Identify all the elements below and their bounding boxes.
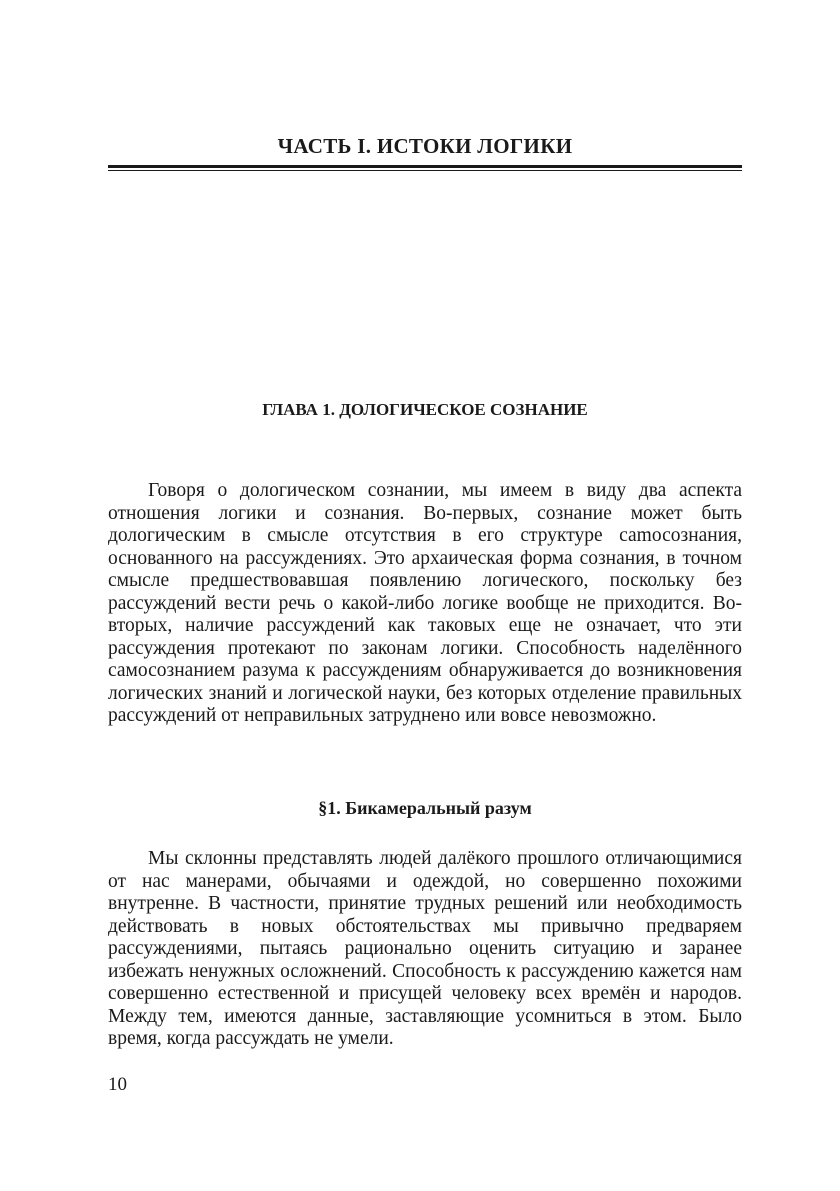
chapter-title: ГЛАВА 1. ДОЛОГИЧЕСКОЕ СОЗНАНИЕ xyxy=(262,400,588,419)
title-rule-thick xyxy=(108,165,742,168)
section-title: §1. Бикамеральный разум xyxy=(318,798,532,818)
body-paragraph: Мы склонны представлять людей далёкого прошлого отличающимися от нас манерами, обычаями и одеждой, но совершенно похожими внутренне. В частности, принятие трудных решений или необходимость действовать в новых обстоятельствах мы привычно предваряем рассуждениями, пытаясь рационально оценить ситуацию и заранее избежать ненужных осложнений. Способность к рассуждению кажется нам совершенно естественной и присущей человеку всех времён и народов. Между тем, имеются данные, заставляющие усомниться в этом. Было время, когда рассуждать не умели. xyxy=(108,848,742,1049)
title-rule-thin xyxy=(108,170,742,171)
page-number: 10 xyxy=(108,1074,127,1095)
part-title: ЧАСТЬ I. ИСТОКИ ЛОГИКИ xyxy=(277,134,573,158)
body-paragraph: Говоря о дологическом сознании, мы имеем в виду два аспекта отношения логики и сознания. Во-первых, сознание может быть дологическим в смысле отсутствия в его структуре саmосознания, основанного на рассуждениях. Это архаическая форма сознания, в точном смысле предшествовавшая появлению логического, поскольку без рассуждений вести речь о какой-либо логике вообще не приходится. Во-вторых, наличие рассуждений как таковых еще не означает, что эти рассуждения протекают по законам логики. Способность наделённого самосознанием разума к рассуждениям обнаруживается до возникновения логических знаний и логической науки, без которых отделение правильных рассуждений от неправильных затруднено или вовсе невозможно. xyxy=(108,480,742,726)
